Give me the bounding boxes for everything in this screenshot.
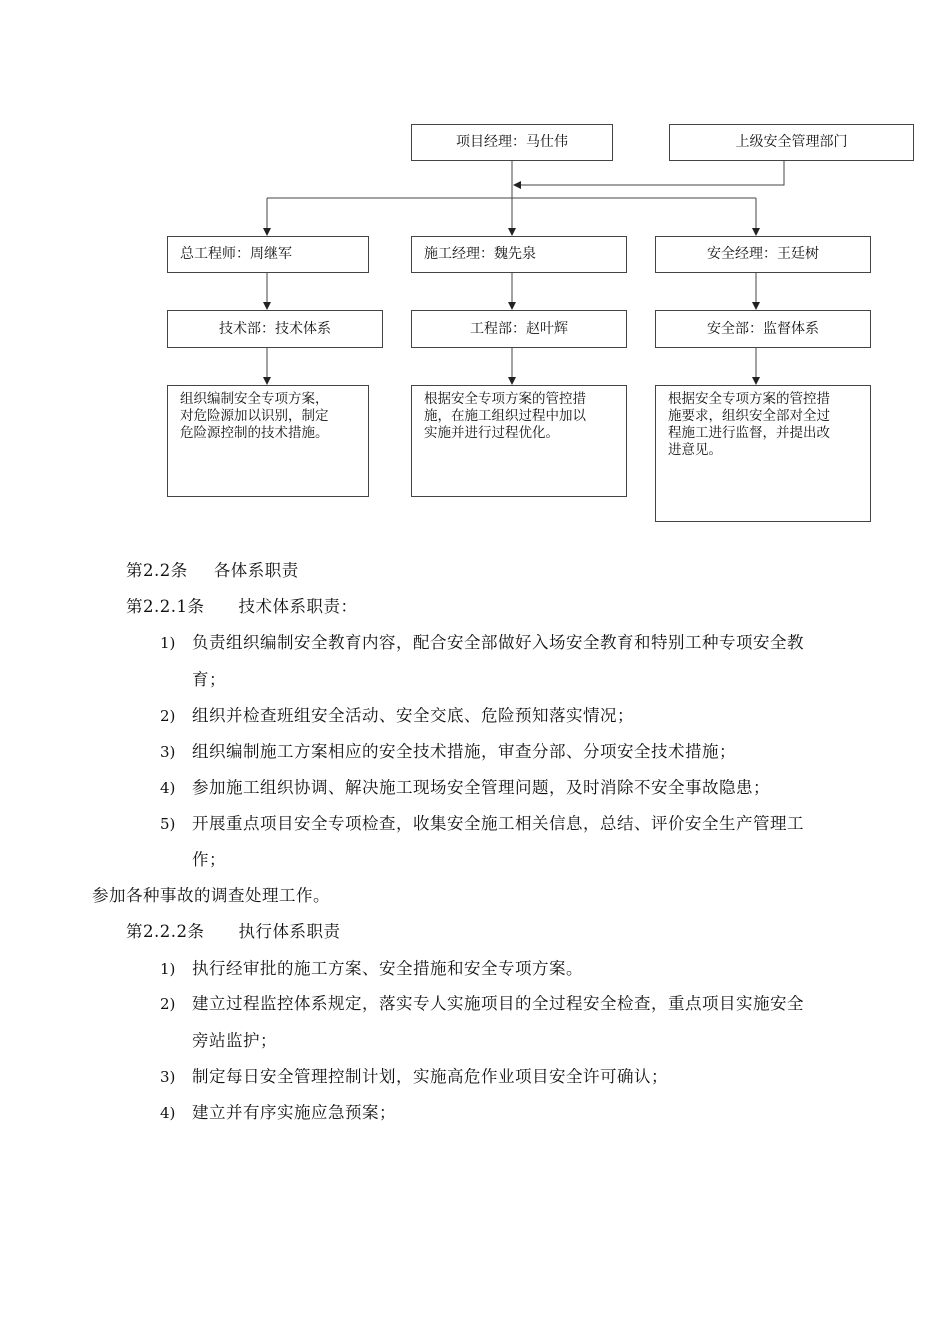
section-title: 执行体系职责 bbox=[238, 922, 341, 941]
box-safety-description: 根据安全专项方案的管控措 施要求，组织安全部对全过 程施工进行监督，并提出改 进意见。 bbox=[655, 385, 871, 522]
box-tech-dept: 技术部：技术体系 bbox=[167, 310, 383, 348]
connector-upper-dept bbox=[514, 161, 784, 185]
box-safety-dept: 安全部：监督体系 bbox=[655, 310, 871, 348]
box-safety-manager: 安全经理：王廷树 bbox=[655, 236, 871, 273]
list-item-number: 2) bbox=[160, 707, 176, 725]
list-item: 组织编制施工方案相应的安全技术措施，审查分部、分项安全技术措施； bbox=[192, 742, 736, 761]
list-item-number: 5) bbox=[160, 815, 176, 833]
box-project-manager: 项目经理：马仕伟 bbox=[411, 124, 613, 161]
box-chief-engineer: 总工程师：周继军 bbox=[167, 236, 369, 273]
list-item-number: 4) bbox=[160, 779, 176, 797]
list-item: 制定每日安全管理控制计划，实施高危作业项目安全许可确认； bbox=[192, 1067, 668, 1086]
list-item: 建立并有序实施应急预案； bbox=[192, 1103, 396, 1122]
box-tech-description: 组织编制安全专项方案， 对危险源加以识别，制定 危险源控制的技术措施。 bbox=[167, 385, 369, 497]
list-item: 执行经审批的施工方案、安全措施和安全专项方案。 bbox=[192, 959, 583, 978]
section-heading-2-2-1 bbox=[126, 596, 357, 618]
box-engineering-dept: 工程部：赵叶辉 bbox=[411, 310, 627, 348]
list-item-continuation: 育； bbox=[192, 670, 226, 689]
list-item-number: 3) bbox=[160, 1068, 176, 1086]
list-item: 负责组织编制安全教育内容，配合安全部做好入场安全教育和特别工种专项安全教 bbox=[192, 633, 804, 652]
list-item-number: 1) bbox=[160, 960, 176, 978]
section-heading-2-2-2 bbox=[126, 921, 340, 943]
list-item: 组织并检查班组安全活动、安全交底、危险预知落实情况； bbox=[192, 706, 634, 725]
list-item: 参加施工组织协调、解决施工现场安全管理问题，及时消除不安全事故隐患； bbox=[192, 778, 770, 797]
list-item-number: 4) bbox=[160, 1104, 176, 1122]
list-item-number: 2) bbox=[160, 995, 176, 1013]
section-heading-2-2 bbox=[126, 560, 299, 582]
paragraph-extra: 参加各种事故的调查处理工作。 bbox=[92, 886, 330, 905]
box-upper-safety-dept: 上级安全管理部门 bbox=[669, 124, 914, 161]
section-number: 第2.2.1条 bbox=[126, 597, 205, 616]
list-item-continuation: 作； bbox=[192, 850, 226, 869]
list-item: 建立过程监控体系规定，落实专人实施项目的全过程安全检查，重点项目实施安全 bbox=[192, 994, 804, 1013]
list-item-number: 1) bbox=[160, 634, 176, 652]
box-engineering-description: 根据安全专项方案的管控措 施，在施工组织过程中加以 实施并进行过程优化。 bbox=[411, 385, 627, 497]
section-number: 第2.2条 bbox=[126, 561, 188, 580]
section-title: 各体系职责 bbox=[213, 561, 299, 580]
list-item-continuation: 旁站监护； bbox=[192, 1031, 277, 1050]
section-number: 第2.2.2条 bbox=[126, 922, 205, 941]
list-item-number: 3) bbox=[160, 743, 176, 761]
box-construction-manager: 施工经理：魏先泉 bbox=[411, 236, 627, 273]
section-title: 技术体系职责： bbox=[238, 597, 358, 616]
list-item: 开展重点项目安全专项检查，收集安全施工相关信息，总结、评价安全生产管理工 bbox=[192, 814, 804, 833]
